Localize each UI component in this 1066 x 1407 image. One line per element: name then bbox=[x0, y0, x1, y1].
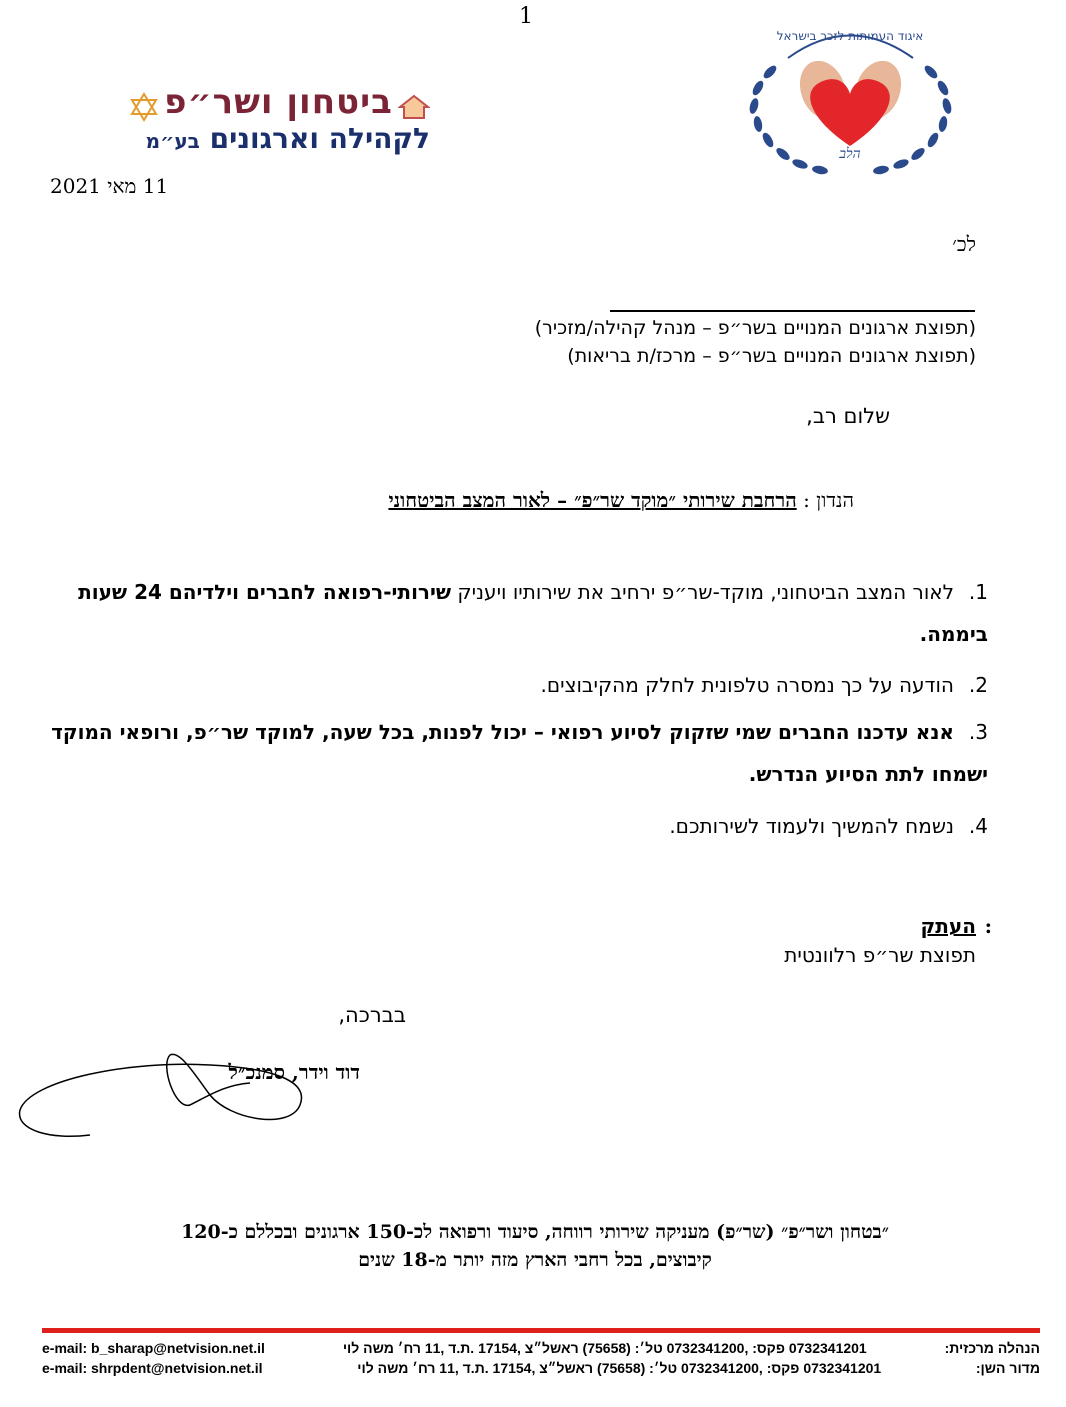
footer-row-dental bbox=[42, 1360, 1040, 1376]
footer-contact-info: 0732341201 פקס: ,0732341200 טל׳: (75658) ראשל״צ ,17154 .ת.ד ,11 רח׳ משה לוי bbox=[357, 1360, 882, 1376]
subject-title: הרחבת שירותי ״מוקד שר״פ״ – לאור המצב הביטחוני bbox=[388, 488, 797, 512]
handwritten-signature bbox=[10, 1035, 350, 1155]
tagline-line-1: ״בטחון ושר״פ״ (שר״פ) מעניקה שירותי רווחה, סיעוד ורפואה לכ-150 ארגונים ובכללם כ-120 bbox=[181, 1221, 889, 1243]
heart-icon bbox=[810, 79, 890, 146]
footer-divider bbox=[42, 1328, 1040, 1333]
company-tagline bbox=[60, 1218, 1010, 1274]
brand-subtitle-row bbox=[80, 122, 430, 155]
recipient-line-2: (תפוצת ארגונים המנויים בשר״פ – מרכז/ת בריאות) bbox=[567, 345, 976, 367]
item-text: לאור המצב הביטחוני, מוקד-שר״פ ירחיב את שירותיו ויעניק bbox=[451, 580, 954, 604]
item-text: נשמח להמשיך ולעמוד לשירותכם. bbox=[669, 814, 954, 838]
footer-email[interactable]: e-mail: b_sharap@netvision.net.il bbox=[42, 1340, 265, 1356]
closing: בברכה, bbox=[338, 1003, 406, 1027]
page-number: 1 bbox=[519, 4, 533, 29]
company-brand bbox=[80, 82, 430, 155]
brand-subtitle: לקהילה וארגונים bbox=[209, 121, 430, 155]
home-icon bbox=[398, 94, 430, 124]
item-text: הודעה על כך נמסרה טלפונית לחלק מהקיבוצים. bbox=[540, 673, 954, 697]
footer-email[interactable]: e-mail: shrpdent@netvision.net.il bbox=[42, 1360, 263, 1376]
item-number: 3. bbox=[968, 720, 988, 744]
star-of-david-icon bbox=[129, 92, 159, 126]
list-item bbox=[48, 805, 988, 847]
item-text-bold: אנא עדכנו החברים שמי שזקוק לסיוע רפואי – יכול לפנות, בכל שעה, למוקד שר״פ, ורופאי המוקד ישמחו לתת הסיוע הנדרש. bbox=[51, 720, 988, 786]
list-item bbox=[48, 711, 988, 795]
letter-date: 11 מאי 2021 bbox=[50, 174, 169, 198]
list-item bbox=[48, 664, 988, 706]
footer-row-main-office bbox=[42, 1340, 1040, 1356]
footer-contact-info: 0732341201 פקס: ,0732341200 טל׳: (75658) ראשל״צ ,17154 .ת.ד ,11 רח׳ משה לוי bbox=[342, 1340, 867, 1356]
item-number: 1. bbox=[968, 580, 988, 604]
brand-name: ביטחון ושר״פ bbox=[164, 82, 393, 122]
greeting: שלום רב, bbox=[806, 404, 890, 428]
item-text-bold: שירותי-רפואה לחברים וילדיהם 24 שעות ביממה. bbox=[78, 580, 988, 646]
footer-label: מדור השן: bbox=[975, 1360, 1040, 1376]
subject-line bbox=[388, 488, 854, 513]
recipient-underline bbox=[610, 310, 975, 312]
brand-suffix: בע״מ bbox=[145, 128, 200, 153]
item-number: 4. bbox=[968, 814, 988, 838]
to-label: לכ׳ bbox=[952, 232, 976, 256]
signer-name: דוד וידר, סמנכ״ל bbox=[228, 1060, 360, 1084]
association-logo bbox=[728, 18, 973, 178]
brand-name-row bbox=[80, 82, 430, 126]
svg-text:הלב: הלב bbox=[839, 146, 861, 162]
cc-colon: : bbox=[984, 914, 992, 938]
footer-label: הנהלה מרכזית: bbox=[944, 1340, 1040, 1356]
item-number: 2. bbox=[968, 673, 988, 697]
cc-label: העתק bbox=[920, 914, 976, 938]
svg-text:איגוד העמותות לזכר בישראל: איגוד העמותות לזכר בישראל bbox=[776, 29, 924, 43]
subject-label: הנדון : bbox=[803, 488, 854, 512]
recipient-line-1: (תפוצת ארגונים המנויים בשר״פ – מנהל קהילה/מזכיר) bbox=[534, 317, 976, 339]
tagline-line-2: קיבוצים, בכל רחבי הארץ מזה יותר מ-18 שנים bbox=[358, 1249, 712, 1271]
cc-value: תפוצת שר״פ רלוונטית bbox=[784, 943, 976, 967]
list-item bbox=[48, 571, 988, 655]
